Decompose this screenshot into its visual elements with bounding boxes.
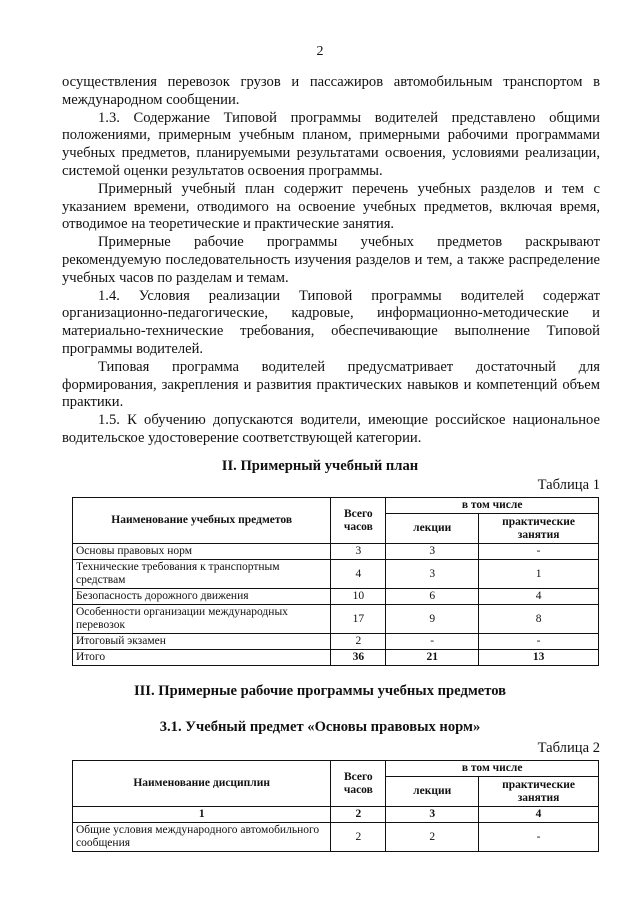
table-numbering-row [73, 807, 599, 823]
table2-caption: Таблица 2 [537, 740, 600, 756]
total-hours: 2 [331, 823, 386, 852]
table1-header-lectures: лекции [386, 514, 479, 544]
table1-header-total: Всего часов [331, 498, 386, 544]
total-hours: 3 [331, 544, 386, 560]
table2-header-total: Всего часов [331, 761, 386, 807]
total-hours: 17 [331, 605, 386, 634]
practice-hours: 4 [479, 589, 599, 605]
table2-header-name: Наименование дисциплин [73, 761, 331, 807]
column-number: 4 [479, 807, 599, 823]
table1 [72, 497, 599, 666]
practice-hours: 8 [479, 605, 599, 634]
discipline-name: Общие условия международного автомобильного сообщения [73, 823, 331, 852]
paragraph: 1.5. К обучению допускаются водители, имеющие российское национальное водительское удостоверение соответствующей категории. [62, 412, 600, 446]
table-row [73, 589, 599, 605]
paragraph: 1.4. Условия реализации Типовой программы водителей содержат организационно-педагогические, кадровые, информационно-методические и материально-технические требования, обеспечивающие выполнение Типовой программы водителей. [62, 287, 600, 357]
practice-hours: 13 [479, 650, 599, 666]
paragraph: 1.3. Содержание Типовой программы водителей представлено общими положениями, примерным учебным планом, примерными рабочими программами учебных предметов, планируемыми результатами освоения, условиями реализации, системой оценки результатов освоения программы. [62, 109, 600, 179]
body-text [62, 74, 600, 448]
practice-hours: - [479, 544, 599, 560]
table1-caption: Таблица 1 [537, 477, 600, 493]
lecture-hours: - [386, 634, 479, 650]
lecture-hours: 2 [386, 823, 479, 852]
table1-header-practice: практические занятия [479, 514, 599, 544]
lecture-hours: 9 [386, 605, 479, 634]
subject-name: Особенности организации международных перевозок [73, 605, 331, 634]
table2-header-including: в том числе [386, 761, 599, 777]
section3-subtitle: 3.1. Учебный предмет «Основы правовых норм» [159, 719, 481, 735]
practice-hours: - [479, 823, 599, 852]
subject-name: Основы правовых норм [73, 544, 331, 560]
table-total-row [73, 650, 599, 666]
table2-header-lectures: лекции [386, 777, 479, 807]
table-row [73, 823, 599, 852]
column-number: 3 [386, 807, 479, 823]
table-row [73, 605, 599, 634]
subject-name: Итого [73, 650, 331, 666]
table1-header-including: в том числе [386, 498, 599, 514]
table-row [73, 544, 599, 560]
paragraph: Примерные рабочие программы учебных предметов раскрывают рекомендуемую последовательность изучения разделов и тем, а также распределение учебных часов по разделам и темам. [62, 234, 600, 286]
total-hours: 2 [331, 634, 386, 650]
column-number: 2 [331, 807, 386, 823]
page-number: 2 [316, 44, 324, 59]
table1-header-name: Наименование учебных предметов [73, 498, 331, 544]
lecture-hours: 3 [386, 544, 479, 560]
practice-hours: 1 [479, 560, 599, 589]
table2 [72, 760, 599, 852]
total-hours: 36 [331, 650, 386, 666]
subject-name: Итоговый экзамен [73, 634, 331, 650]
section2-title: II. Примерный учебный план [221, 458, 419, 474]
table2-header-practice: практические занятия [479, 777, 599, 807]
total-hours: 10 [331, 589, 386, 605]
lecture-hours: 21 [386, 650, 479, 666]
table-row [73, 634, 599, 650]
subject-name: Безопасность дорожного движения [73, 589, 331, 605]
paragraph: осуществления перевозок грузов и пассажиров автомобильным транспортом в международном сообщении. [62, 74, 600, 108]
practice-hours: - [479, 634, 599, 650]
subject-name: Технические требования к транспортным средствам [73, 560, 331, 589]
paragraph: Примерный учебный план содержит перечень учебных разделов и тем с указанием времени, отводимого на освоение учебных предметов, включая время, отводимое на теоретические и практические занятия. [62, 180, 600, 233]
column-number: 1 [73, 807, 331, 823]
lecture-hours: 6 [386, 589, 479, 605]
paragraph: Типовая программа водителей предусматривает достаточный для формирования, закрепления и развития практических навыков и компетенций объем практики. [62, 358, 600, 411]
table-row [73, 560, 599, 589]
section3-title: III. Примерные рабочие программы учебных предметов [133, 683, 507, 699]
total-hours: 4 [331, 560, 386, 589]
lecture-hours: 3 [386, 560, 479, 589]
